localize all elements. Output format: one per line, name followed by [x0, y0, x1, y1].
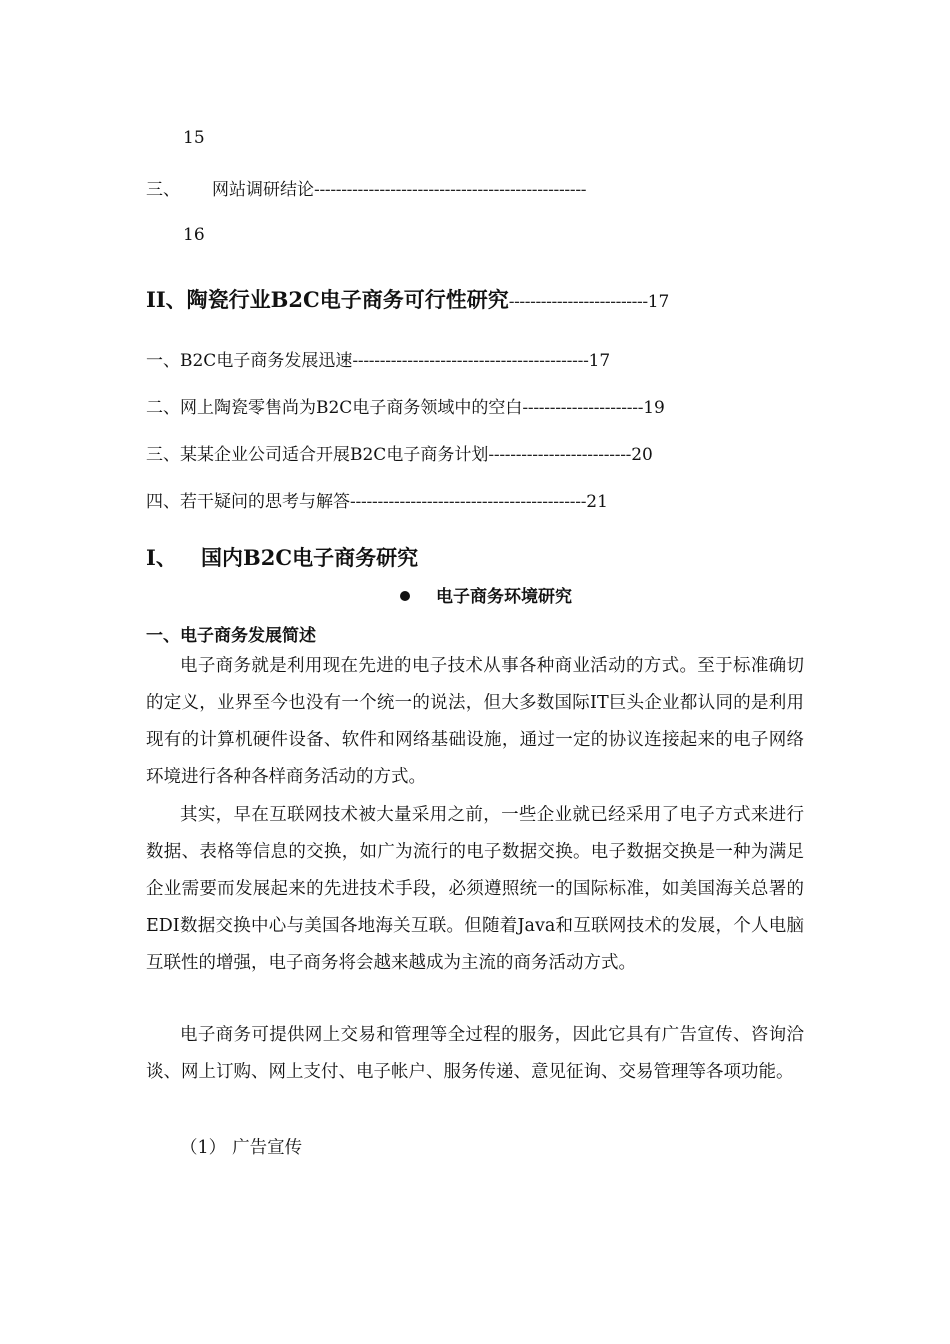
toc-page-number: 15 [183, 128, 205, 148]
toc-entry-label: 三、某某企业公司适合开展B2C电子商务计划 [146, 445, 489, 465]
list-item-number: （1） [180, 1138, 227, 1158]
toc-leader: ------------------------------------------- [350, 492, 587, 512]
toc-entry-label: 网站调研结论 [212, 180, 314, 200]
toc-part-entry[interactable] [146, 284, 669, 314]
list-item [180, 1134, 302, 1159]
body-paragraph: 电子商务就是利用现在先进的电子技术从事各种商业活动的方式。至于标准确切的定义，业界至今也没有一个统一的说法，但大多数国际IT巨头企业都认同的是利用现有的计算机硬件设备、软件和网络基础设施，通过一定的协议连接起来的电子网络环境进行各种各样商务活动的方式。 [146, 656, 804, 787]
part-number: I、 [146, 545, 177, 570]
body-paragraph: 其实，早在互联网技术被大量采用之前，一些企业就已经采用了电子方式来进行数据、表格等信息的交换，如广为流行的电子数据交换。电子数据交换是一种为满足企业需要而发展起来的先进技术手段，必须遵照统一的国际标准，如美国海关总署的EDI数据交换中心与美国各地海关互联。但随着Java和互联网技术的发展，个人电脑互联性的增强，电子商务将会越来越成为主流的商务活动方式。 [146, 805, 804, 973]
toc-page-number: 20 [631, 445, 653, 465]
toc-entry-label: 四、若干疑问的思考与解答 [146, 492, 350, 512]
toc-leader: -------------------------------------------------- [314, 180, 587, 200]
toc-entry-label: 一、B2C电子商务发展迅速 [146, 351, 353, 371]
list-item-label: 广告宣传 [232, 1138, 303, 1158]
toc-entry-label: 二、网上陶瓷零售尚为B2C电子商务领域中的空白 [146, 398, 523, 418]
toc-entry[interactable] [146, 393, 665, 418]
toc-entry[interactable] [146, 346, 610, 371]
toc-part-label: II、陶瓷行业B2C电子商务可行性研究 [146, 287, 509, 312]
toc-page-number: 19 [643, 398, 665, 418]
subsection-title: 一、电子商务发展简述 [146, 626, 316, 646]
body-paragraph: 电子商务可提供网上交易和管理等全过程的服务，因此它具有广告宣传、咨询洽谈、网上订购、网上支付、电子帐户、服务传递、意见征询、交易管理等各项功能。 [146, 1025, 804, 1082]
bullet-icon [400, 591, 410, 601]
section-heading [400, 582, 572, 607]
part-title: 国内B2C电子商务研究 [201, 545, 419, 570]
toc-entry[interactable] [146, 487, 608, 512]
toc-entry[interactable] [146, 440, 653, 465]
section-title: 电子商务环境研究 [436, 587, 572, 607]
toc-leader: ---------------------- [522, 398, 644, 418]
toc-page-number: 21 [586, 492, 608, 512]
toc-leader: -------------------------- [488, 445, 632, 465]
toc-page-number: 16 [183, 225, 205, 245]
toc-leader: ------------------------------------------- [352, 351, 589, 371]
toc-leader: -------------------------- [508, 292, 648, 312]
toc-entry-number: 三、 [146, 180, 180, 200]
toc-page-number: 17 [647, 292, 670, 312]
toc-page-number: 17 [588, 351, 611, 371]
toc-entry[interactable] [212, 175, 586, 200]
